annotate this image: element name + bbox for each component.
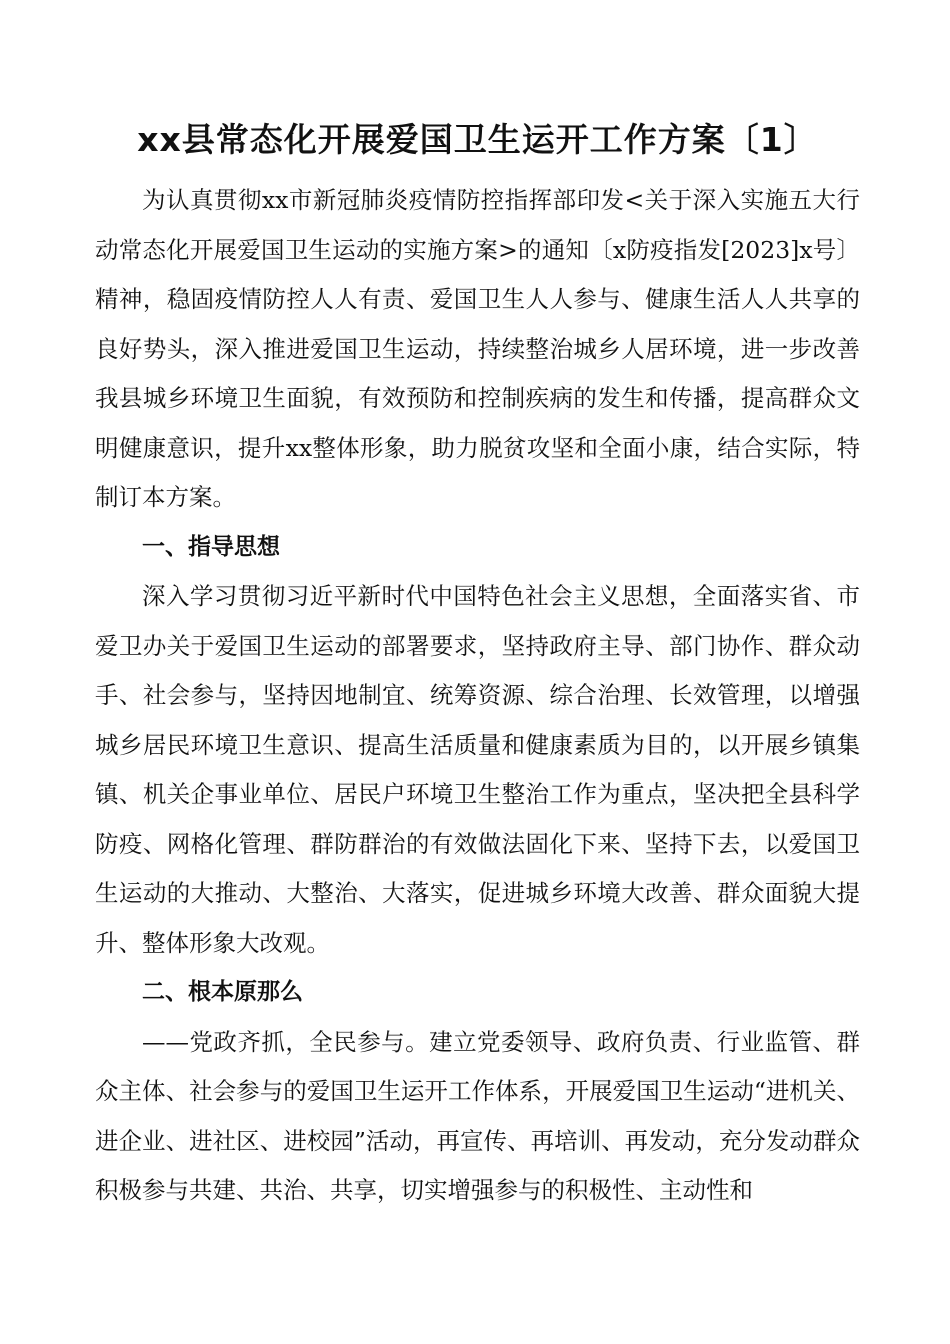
intro-paragraph: 为认真贯彻xx市新冠肺炎疫情防控指挥部印发<关于深入实施五大行动常态化开展爱国卫生运动的实施方案>的通知〔x防疫指发[2023]x号〕精神，稳固疫情防控人人有责、爱国卫生人人参与、健康生活人人共享的良好势头，深入推进爱国卫生运动，持续整治城乡人居环境，进一步改善我县城乡环境卫生面貌，有效预防和控制疾病的发生和传播，提高群众文明健康意识，提升xx整体形象，助力脱贫攻坚和全面小康，结合实际，特制订本方案。: [95, 186, 860, 511]
document-title: xx县常态化开展爱国卫生运开工作方案〔1〕: [137, 120, 818, 159]
section-heading-guiding-ideology: 一、指导思想: [142, 533, 280, 560]
document-page: [95, 108, 860, 1216]
section-heading-basic-principles: 二、根本原那么: [142, 979, 303, 1005]
section-paragraph-guiding-ideology: 深入学习贯彻习近平新时代中国特色社会主义思想，全面落实省、市爱卫办关于爱国卫生运动的部署要求，坚持政府主导、部门协作、群众动手、社会参与，坚持因地制宜、统筹资源、综合治理、长效管理，以增强城乡居民环境卫生意识、提高生活质量和健康素质为目的，以开展乡镇集镇、机关企事业单位、居民户环境卫生整治工作为重点，坚决把全县科学防疫、网格化管理、群防群治的有效做法固化下来、坚持下去，以爱国卫生运动的大推动、大整治、大落实，促进城乡环境大改善、群众面貌大提升、整体形象大改观。: [95, 582, 860, 957]
section-paragraph-basic-principles: ——党政齐抓，全民参与。建立党委领导、政府负责、行业监管、群众主体、社会参与的爱国卫生运开工作体系，开展爱国卫生运动“进机关、进企业、进社区、进校园”活动，再宣传、再培训、再发动，充分发动群众积极参与共建、共治、共享，切实增强参与的积极性、主动性和: [95, 1027, 860, 1204]
